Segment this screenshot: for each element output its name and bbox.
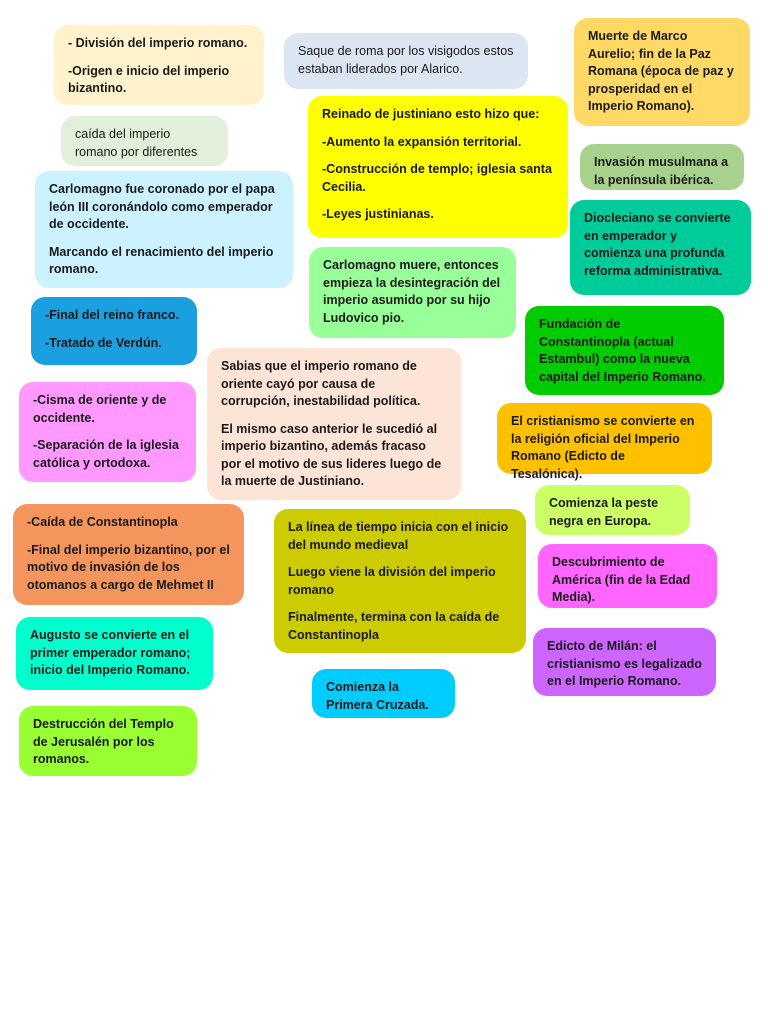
card-text: Edicto de Milán: el cristianismo es legalizado en el Imperio Romano. xyxy=(547,639,702,688)
card-linea-tiempo xyxy=(274,509,526,653)
card-text: Augusto se convierte en el primer emperador romano; inicio del Imperio Romano. xyxy=(30,628,191,677)
card-text: caída del imperio romano por diferentes xyxy=(75,127,198,159)
card-invasion-musulmana xyxy=(580,144,744,190)
card-text: -Caída de Constantinopla xyxy=(27,515,178,529)
card-text: -Origen e inicio del imperio bizantino. xyxy=(68,63,230,95)
card-text: El mismo caso anterior le sucedió al imperio bizantino, además fracaso por el motivo de sus lideres luego de la muerte de Justiniano. xyxy=(221,421,442,488)
card-text: -Final del reino franco. xyxy=(45,308,180,322)
card-caida xyxy=(61,116,228,166)
card-templo xyxy=(19,706,197,776)
card-saqueo xyxy=(284,33,528,89)
card-text: La línea de tiempo inicia con el inicio del mundo medieval xyxy=(288,520,509,552)
card-text: Saque de roma por los visigodos estos estaban liderados por Alarico. xyxy=(298,44,514,76)
card-edicto-milan xyxy=(533,628,716,696)
card-marco-aurelio xyxy=(574,18,750,126)
card-text: Luego viene la división del imperio romano xyxy=(288,565,496,597)
card-text: Diocleciano se convierte en emperador y comienza una profunda reforma administrativa. xyxy=(584,211,731,278)
card-text: Descubrimiento de América (fin de la Edad Media). xyxy=(552,555,691,604)
card-sabias xyxy=(207,348,461,500)
card-text: -Aumento la expansión territorial. xyxy=(322,134,522,149)
card-constantinopla-fundacion xyxy=(525,306,724,395)
card-division xyxy=(54,25,264,105)
card-cisma xyxy=(19,382,196,482)
card-text: Reinado de justiniano esto hizo que: xyxy=(322,107,540,121)
card-carlomagno-muere xyxy=(309,247,516,338)
card-text: Sabias que el imperio romano de oriente cayó por causa de corrupción, inestabilidad política. xyxy=(221,359,421,408)
card-cristianismo-oficial xyxy=(497,403,712,481)
card-america xyxy=(538,544,717,608)
card-text: Destrucción del Templo de Jerusalén por los romanos. xyxy=(33,717,174,766)
card-reino-franco xyxy=(31,297,197,365)
card-text: Invasión musulmana a la península ibérica. xyxy=(594,155,729,187)
card-text: Finalmente, termina con la caída de Constantinopla xyxy=(288,610,500,642)
card-text: Muerte de Marco Aurelio; fin de la Paz Romana (época de paz y prosperidad en el Imperio Romano). xyxy=(588,29,734,113)
card-text: -Leyes justinianas. xyxy=(322,207,434,221)
card-justiniano xyxy=(308,96,568,238)
card-caida-constantinopla xyxy=(13,504,244,605)
card-text: Comienza la peste negra en Europa. xyxy=(549,496,659,528)
card-text: -Final del imperio bizantino, por el motivo de invasión de los otomanos a cargo de Mehmet II xyxy=(27,542,230,592)
card-carlomagno-coronado xyxy=(35,171,293,288)
card-text: Comienza la Primera Cruzada. xyxy=(326,680,429,712)
card-text: Marcando el renacimiento del imperio romano. xyxy=(49,244,274,276)
card-diocleciano xyxy=(570,200,751,295)
card-text: -Separación de la iglesia católica y ortodoxa. xyxy=(33,438,179,470)
card-text: -Cisma de oriente y de occidente. xyxy=(33,393,167,425)
card-text: El cristianismo se convierte en la religión oficial del Imperio Romano (Edicto de Tesalónica). xyxy=(511,414,695,481)
card-peste xyxy=(535,485,690,535)
card-cruzada xyxy=(312,669,455,718)
card-text: -Construcción de templo; iglesia santa Cecilia. xyxy=(322,162,552,194)
card-text: Carlomagno muere, entonces empieza la desintegración del imperio asumido por su hijo Ludovico pio. xyxy=(323,258,501,325)
card-text: -Tratado de Verdún. xyxy=(45,335,162,350)
card-text: Fundación de Constantinopla (actual Estambul) como la nueva capital del Imperio Romano. xyxy=(539,317,706,384)
card-text: - División del imperio romano. xyxy=(68,36,248,50)
card-augusto xyxy=(16,617,213,690)
card-text: Carlomagno fue coronado por el papa león III coronándolo como emperador de occidente. xyxy=(49,182,275,231)
